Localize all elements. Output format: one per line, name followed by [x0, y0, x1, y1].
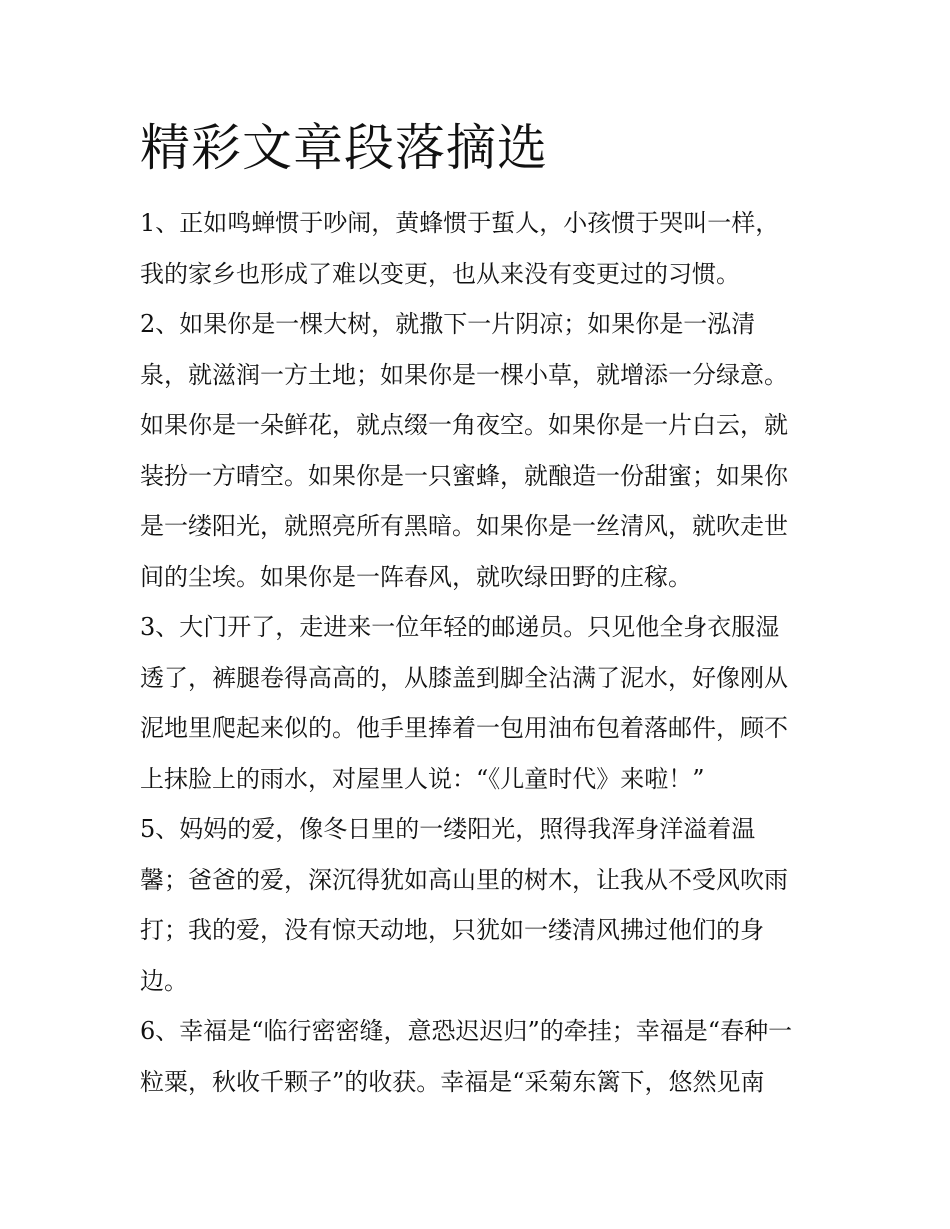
text-line: 6、幸福是“临行密密缝，意恐迟迟归”的牵挂；幸福是“春种一 — [140, 1017, 793, 1045]
paragraph-6 — [140, 1006, 820, 1107]
text-line: 如果你是一朵鲜花，就点缀一角夜空。如果你是一片白云，就 — [140, 411, 788, 439]
text-line: 粒粟，秋收千颗子”的收获。幸福是“采菊东篱下，悠然见南 — [140, 1067, 765, 1096]
text-line: 是一缕阳光，就照亮所有黑暗。如果你是一丝清风，就吹走世 — [140, 512, 788, 540]
paragraph-1 — [140, 198, 820, 299]
paragraph-5 — [140, 804, 820, 1006]
text-line: 间的尘埃。如果你是一阵春风，就吹绿田野的庄稼。 — [140, 562, 692, 591]
text-line: 上抹脸上的雨水，对屋里人说：“《儿童时代》来啦！” — [140, 764, 705, 793]
text-line: 泥地里爬起来似的。他手里捧着一包用油布包着落邮件，顾不 — [140, 714, 788, 742]
text-line: 1、正如鸣蝉惯于吵闹，黄蜂惯于蜇人，小孩惯于哭叫一样， — [140, 209, 780, 237]
text-line: 透了，裤腿卷得高高的，从膝盖到脚全沾满了泥水，好像刚从 — [140, 663, 788, 692]
text-line: 3、大门开了，走进来一位年轻的邮递员。只见他全身衣服湿 — [140, 613, 780, 641]
document-page — [140, 112, 820, 1107]
text-line: 泉，就滋润一方土地；如果你是一棵小草，就增添一分绿意。 — [140, 360, 788, 389]
text-line: 我的家乡也形成了难以变更，也从来没有变更过的习惯。 — [140, 259, 740, 288]
page-title: 精彩文章段落摘选 — [140, 119, 548, 177]
paragraph-2 — [140, 299, 820, 602]
paragraph-3 — [140, 602, 820, 804]
text-line: 5、妈妈的爱，像冬日里的一缕阳光，照得我浑身洋溢着温 — [140, 815, 756, 843]
text-line: 馨；爸爸的爱，深沉得犹如高山里的树木，让我从不受风吹雨 — [140, 865, 788, 894]
text-line: 边。 — [140, 966, 188, 995]
text-line: 2、如果你是一棵大树，就撒下一片阴凉；如果你是一泓清 — [140, 310, 756, 338]
text-line: 打；我的爱，没有惊天动地，只犹如一缕清风拂过他们的身 — [140, 916, 764, 944]
text-line: 装扮一方晴空。如果你是一只蜜蜂，就酿造一份甜蜜；如果你 — [140, 461, 788, 490]
